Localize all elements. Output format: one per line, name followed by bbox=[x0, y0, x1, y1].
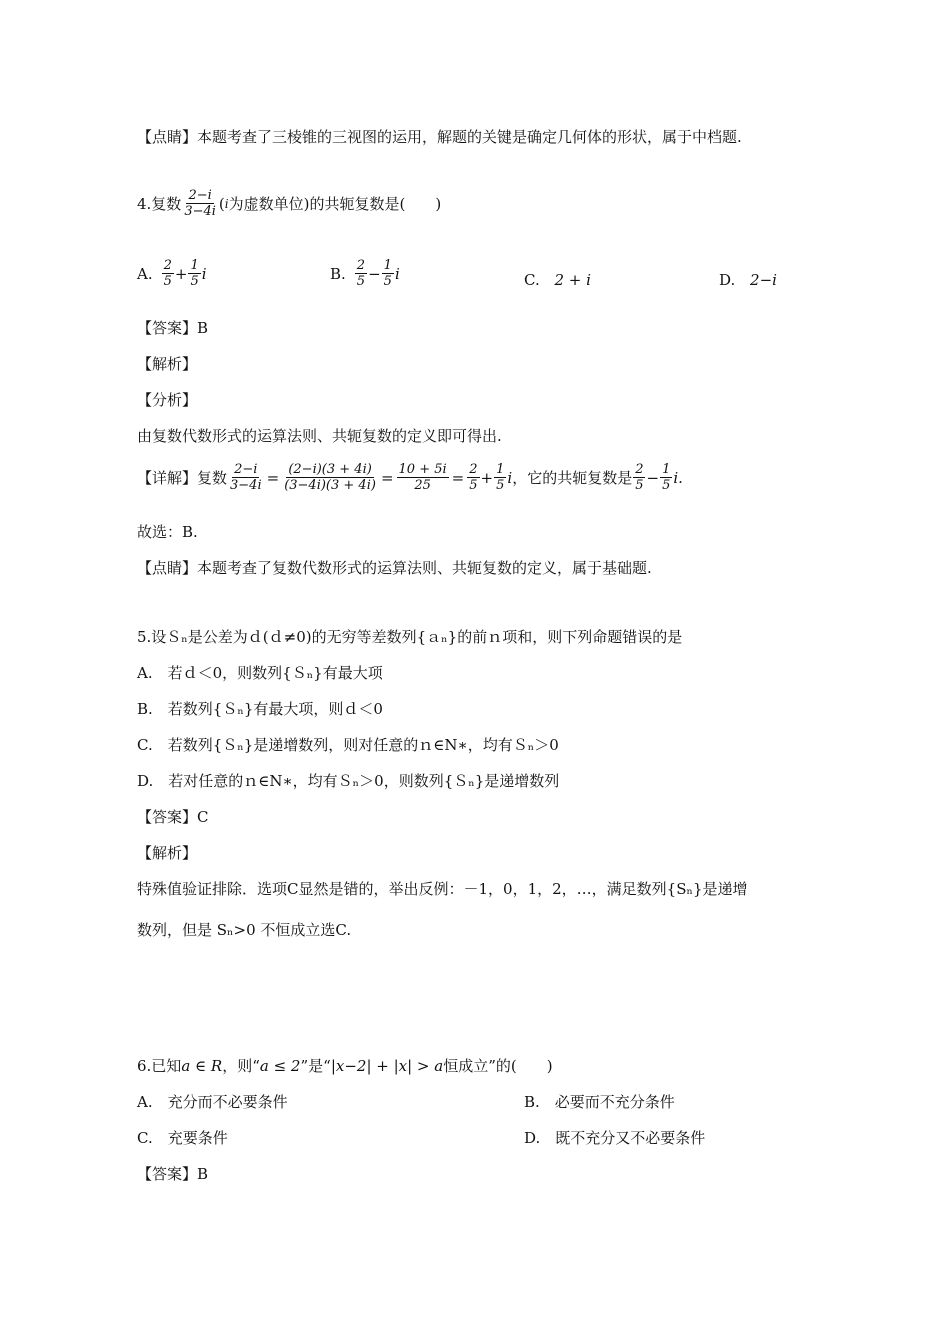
q4-comment: 【点睛】本题考查了复数代数形式的运算法则、共轭复数的定义，属于基础题. bbox=[137, 559, 652, 577]
q4-d-f4-den: 5 bbox=[469, 478, 478, 493]
q6-stem-pre: 6.已知 bbox=[137, 1057, 182, 1075]
q4-d-f1-den: 3−4i bbox=[230, 478, 262, 493]
q4-a-frac2-num: 1 bbox=[190, 258, 199, 273]
q4-fenxi-heading: 【分析】 bbox=[137, 391, 198, 409]
q4-d-f7-den: 5 bbox=[662, 478, 671, 493]
q4-option-a-label: A. bbox=[137, 264, 153, 283]
q4-detail-head: 【详解】复数 bbox=[137, 468, 228, 487]
q4-option-d-label: D. bbox=[719, 271, 736, 289]
q6-math-a-le-2: a ≤ 2 bbox=[259, 1057, 301, 1075]
q6-stem-post: 恒成立”的( ) bbox=[443, 1057, 553, 1075]
q4-b-frac1-den: 5 bbox=[356, 274, 366, 289]
q6-stem bbox=[137, 1056, 553, 1076]
q6-option-a: A. 充分而不必要条件 bbox=[137, 1093, 288, 1111]
q5-answer: 【答案】C bbox=[137, 808, 209, 826]
q4-analysis-heading: 【解析】 bbox=[137, 355, 198, 373]
q4-option-d-expr: 2−i bbox=[750, 271, 777, 289]
q4-answer: 【答案】B bbox=[137, 319, 209, 337]
q4-i-var: i bbox=[224, 196, 229, 211]
q4-d-f6-den: 5 bbox=[635, 478, 644, 493]
q4-option-c-label: C. bbox=[524, 271, 540, 289]
q4-d-f2-num: (2−i)(3 + 4i) bbox=[288, 462, 372, 477]
q4-option-c-expr: 2 + i bbox=[554, 271, 591, 289]
q5-option-b: B. 若数列{Ｓₙ}有最大项，则ｄ＜0 bbox=[137, 700, 383, 718]
q4-option-d bbox=[719, 270, 777, 290]
q4-a-frac2-den: 5 bbox=[190, 274, 199, 289]
q4-prefix: 4.复数 bbox=[137, 194, 182, 213]
q6-answer: 【答案】B bbox=[137, 1165, 209, 1183]
q4-choose: 故选：B. bbox=[137, 523, 198, 541]
q4-a-frac1-den: 5 bbox=[163, 274, 172, 289]
q4-option-c bbox=[524, 270, 591, 290]
q3-comment: 【点睛】本题考查了三棱锥的三视图的运用，解题的关键是确定几何体的形状，属于中档题. bbox=[137, 128, 742, 146]
q5-analysis-line2: 数列，但是 Sₙ>0 不恒成立选C. bbox=[137, 921, 352, 939]
q4-option-b bbox=[330, 258, 400, 289]
q4-fraction bbox=[182, 188, 218, 219]
q5-analysis-heading: 【解析】 bbox=[137, 844, 198, 862]
q6-stem-mid1: ，则“ bbox=[222, 1057, 260, 1075]
q4-b-frac2-den: 5 bbox=[383, 274, 392, 289]
q4-d-f5-num: 1 bbox=[496, 462, 505, 477]
q4-d-f6-num: 2 bbox=[635, 462, 644, 477]
q4-suffix: 为虚数单位)的共轭复数是( ) bbox=[228, 194, 442, 213]
q4-a-tail: i bbox=[201, 264, 207, 283]
q5-option-c: C. 若数列{Ｓₙ}是递增数列，则对任意的ｎ∈N∗，均有Ｓₙ＞0 bbox=[137, 736, 559, 754]
q4-paren: ( bbox=[218, 194, 225, 213]
q4-d-f3-den: 25 bbox=[414, 478, 431, 493]
q4-a-op: + bbox=[174, 264, 188, 283]
q4-d-f1-num: 2−i bbox=[234, 462, 258, 477]
q5-stem: 5.设Ｓₙ是公差为ｄ(ｄ≠0)的无穷等差数列{ａₙ}的前ｎ项和，则下列命题错误的是 bbox=[137, 628, 683, 646]
q5-option-a: A. 若ｄ＜0，则数列{Ｓₙ}有最大项 bbox=[137, 664, 383, 682]
q4-b-tail: i bbox=[394, 264, 400, 283]
q6-math-abs-ineq: |x−2| + |x| > a bbox=[330, 1057, 444, 1075]
q4-option-b-label: B. bbox=[330, 264, 346, 283]
q4-b-frac1-num: 2 bbox=[356, 258, 366, 273]
q4-b-frac2-num: 1 bbox=[383, 258, 392, 273]
q6-math-a-in-r: a ∈ R bbox=[181, 1057, 223, 1075]
q4-stem bbox=[137, 188, 441, 219]
q4-detail: 【详解】复数 $\frac{2-i}{3-4i}$ = $\frac{(2-i)(3 + 4i)}{(3-4i)(3 + 4i)}$ = $\frac{10 + 5i}{25}$ = $\frac{2}{5}$ + $\frac{1}{5}$ i ，它的共轭复数是 $\frac{2}{5}$ − $\frac{1}{5}$ i. bbox=[137, 462, 683, 493]
q4-b-op: − bbox=[368, 264, 381, 283]
q4-frac-den: 3−4i bbox=[184, 204, 216, 219]
q4-d-f4-num: 2 bbox=[469, 462, 478, 477]
q4-option-a bbox=[137, 258, 207, 289]
q6-option-b: B. 必要而不充分条件 bbox=[524, 1093, 675, 1111]
q4-d-f5-den: 5 bbox=[496, 478, 505, 493]
q4-d-f7-num: 1 bbox=[662, 462, 671, 477]
q6-option-d: D. 既不充分又不必要条件 bbox=[524, 1129, 706, 1147]
q6-stem-mid2: ”是“ bbox=[300, 1057, 331, 1075]
q4-detail-mid: ，它的共轭复数是 bbox=[512, 468, 633, 487]
q4-d-f2-den: (3−4i)(3 + 4i) bbox=[284, 478, 376, 493]
q5-option-d: D. 若对任意的ｎ∈N∗，均有Ｓₙ＞0，则数列{Ｓₙ}是递增数列 bbox=[137, 772, 560, 790]
q4-frac-num: 2−i bbox=[188, 188, 212, 203]
q6-option-c: C. 充要条件 bbox=[137, 1129, 228, 1147]
q4-fenxi-text: 由复数代数形式的运算法则、共轭复数的定义即可得出. bbox=[137, 427, 502, 445]
q4-a-frac1-num: 2 bbox=[163, 258, 172, 273]
q5-analysis-line1: 特殊值验证排除．选项C显然是错的，举出反例：－1，0，1，2，…，满足数列{Sₙ}是递增 bbox=[137, 880, 748, 898]
q4-d-f3-num: 10 + 5i bbox=[398, 462, 447, 477]
